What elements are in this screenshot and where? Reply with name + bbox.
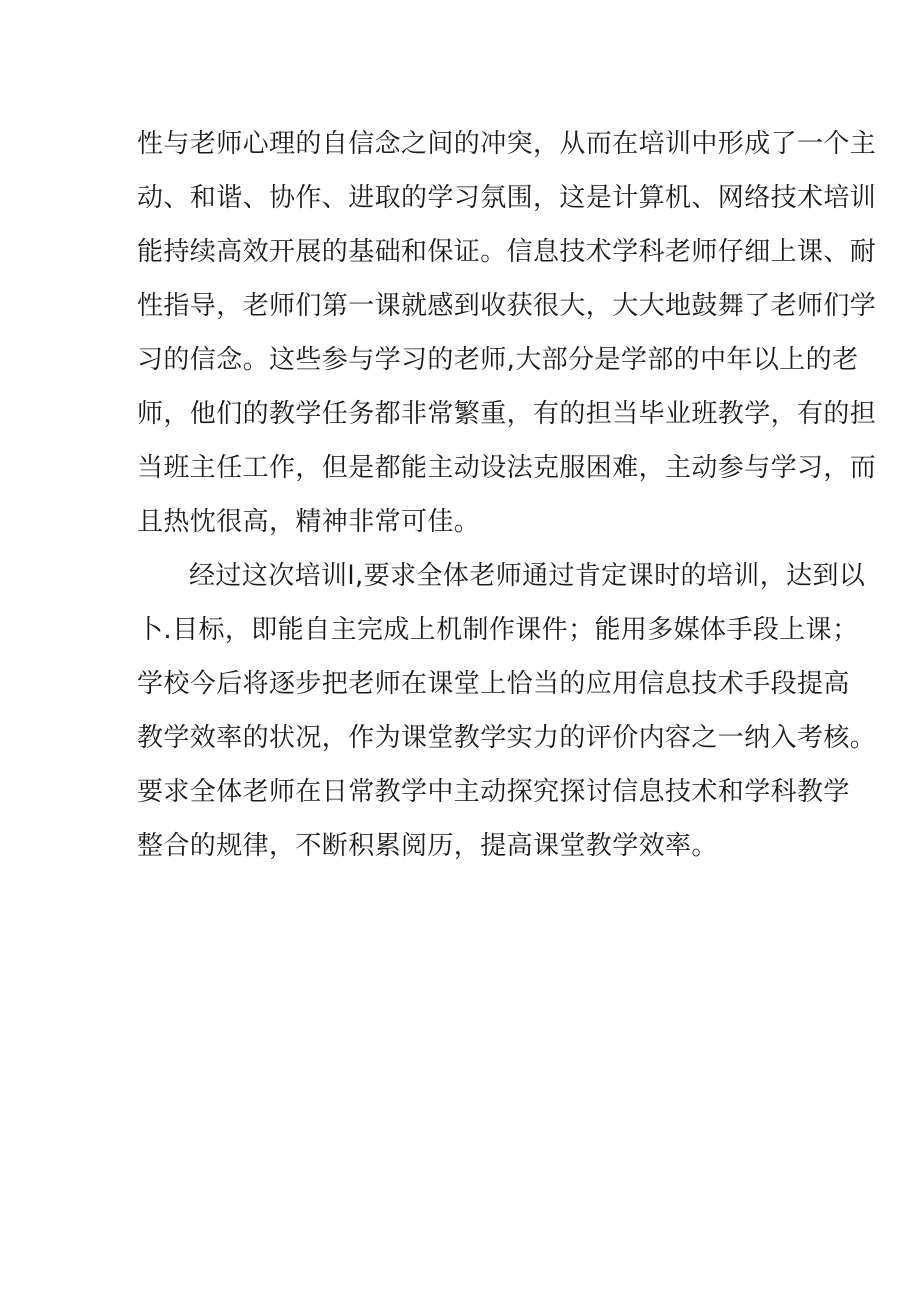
text-line: 性与老师心理的自信念之间的冲突，从而在培训中形成了一个主 <box>137 129 877 159</box>
text-line: 习的信念。这些参与学习的老师,大部分是学部的中年以上的老 <box>137 345 859 375</box>
text-line: 且热忱很高，精神非常可佳。 <box>137 507 481 537</box>
text-line: 能持续高效开展的基础和保证。信息技术学科老师仔细上课、耐 <box>137 237 877 267</box>
text-line: 性指导，老师们第一课就感到收获很大，大大地鼓舞了老师们学 <box>137 291 877 321</box>
text-line: 学校今后将逐步把老师在课堂上恰当的应用信息技术手段提高 <box>137 669 850 699</box>
text-line: 师，他们的教学任务都非常繁重，有的担当毕业班教学，有的担 <box>137 399 877 429</box>
text-line: 经过这次培训l,要求全体老师通过肯定课时的培训，达到以 <box>189 561 866 591</box>
text-line: 教学效率的状况，作为课堂教学实力的评价内容之一纳入考核。 <box>137 723 877 753</box>
text-line: 整合的规律，不断积累阅历，提高课堂教学效率。 <box>137 831 718 861</box>
text-line: 卜.目标，即能自主完成上机制作课件；能用多媒体手段上课； <box>137 615 859 645</box>
text-line: 当班主任工作，但是都能主动设法克服困难，主动参与学习，而 <box>137 453 877 483</box>
text-line: 动、和谐、协作、进取的学习氛围，这是计算机、网络技术培训 <box>137 183 877 213</box>
text-line: 要求全体老师在日常教学中主动探究探讨信息技术和学科教学 <box>137 777 850 807</box>
